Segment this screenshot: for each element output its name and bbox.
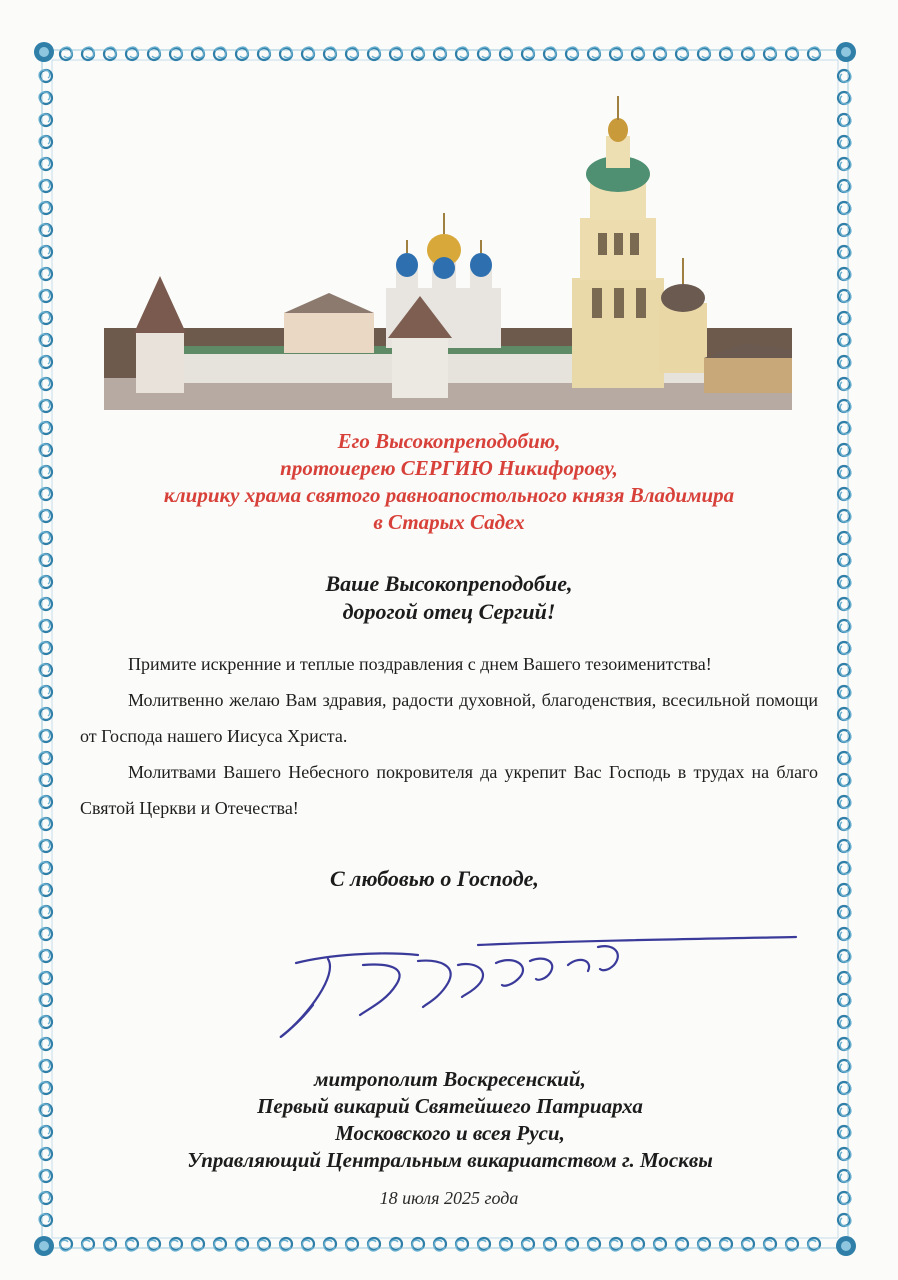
frame-curl <box>39 796 52 808</box>
frame-curl <box>39 158 52 170</box>
frame-curl <box>838 268 851 280</box>
frame-curl <box>838 1016 851 1028</box>
frame-curl <box>82 1238 94 1251</box>
frame-curl <box>390 1238 402 1251</box>
frame-curl <box>838 862 851 874</box>
frame-curl <box>522 47 534 60</box>
frame-curl <box>39 774 52 786</box>
body-paragraph-3 <box>80 754 818 826</box>
frame-curl <box>838 378 851 390</box>
frame-curl <box>39 994 52 1006</box>
frame-curl <box>39 1038 52 1050</box>
frame-curl <box>610 47 622 60</box>
frame-curl <box>786 1238 798 1251</box>
frame-curl <box>456 47 468 60</box>
frame-curl <box>838 664 851 676</box>
frame-curl <box>39 268 52 280</box>
frame-curl <box>566 47 578 60</box>
addressee-line-2: протоиерею СЕРГИЮ Никифорову, <box>280 456 618 480</box>
frame-curl <box>838 796 851 808</box>
frame-curl <box>39 1126 52 1138</box>
frame-curl <box>838 928 851 940</box>
frame-curl <box>838 290 851 302</box>
frame-curl <box>148 47 160 60</box>
frame-curl <box>838 70 851 82</box>
frame-curl <box>838 686 851 698</box>
frame-curl <box>838 730 851 742</box>
frame-curl <box>838 1104 851 1116</box>
sender-line-1: митрополит Воскресенский, <box>314 1067 586 1091</box>
frame-curl <box>258 47 270 60</box>
addressee-line-1: Его Высокопреподобию, <box>337 429 561 453</box>
frame-curl <box>214 47 226 60</box>
frame-curl <box>324 1238 336 1251</box>
frame-curl <box>39 224 52 236</box>
frame-curl <box>838 180 851 192</box>
frame-curl <box>39 114 52 126</box>
frame-curl <box>838 136 851 148</box>
frame-curl <box>838 158 851 170</box>
frame-curl <box>838 1214 851 1226</box>
frame-curl <box>838 334 851 346</box>
frame-curl <box>838 1038 851 1050</box>
frame-curl <box>676 1238 688 1251</box>
frame-curl <box>786 47 798 60</box>
frame-curl <box>838 1060 851 1072</box>
body-paragraph-2 <box>80 682 818 754</box>
frame-curl <box>838 950 851 962</box>
frame-curl <box>500 1238 512 1251</box>
closing-phrase: С любовью о Господе, <box>330 866 539 891</box>
frame-curl <box>838 202 851 214</box>
frame-curl <box>654 47 666 60</box>
frame-curl <box>720 47 732 60</box>
frame-curl <box>838 554 851 566</box>
sender-line-3: Московского и всея Руси, <box>335 1121 565 1145</box>
frame-curl <box>478 1238 490 1251</box>
frame-curl <box>302 1238 314 1251</box>
frame-curl <box>39 70 52 82</box>
frame-curl <box>838 1148 851 1160</box>
frame-curl <box>838 818 851 830</box>
frame-curl <box>838 356 851 368</box>
frame-curl <box>39 180 52 192</box>
frame-curl <box>192 1238 204 1251</box>
frame-curl <box>39 818 52 830</box>
frame-curl <box>456 1238 468 1251</box>
frame-curl <box>39 136 52 148</box>
frame-curl <box>838 1170 851 1182</box>
frame-curl <box>346 47 358 60</box>
sender-line-2: Первый викарий Святейшего Патриарха <box>257 1094 643 1118</box>
frame-curl <box>838 224 851 236</box>
frame-curl <box>39 290 52 302</box>
frame-curl <box>39 686 52 698</box>
frame-curl <box>192 47 204 60</box>
frame-curl <box>39 378 52 390</box>
frame-curl <box>60 1238 72 1251</box>
frame-curl <box>170 47 182 60</box>
frame-curl <box>720 1238 732 1251</box>
frame-curl <box>39 400 52 412</box>
frame-curl <box>104 1238 116 1251</box>
frame-curl <box>236 47 248 60</box>
frame-curl <box>39 730 52 742</box>
frame-curl <box>368 1238 380 1251</box>
frame-curl <box>676 47 688 60</box>
frame-curl <box>654 1238 666 1251</box>
frame-curl <box>39 92 52 104</box>
frame-curl <box>764 1238 776 1251</box>
handwritten-signature <box>268 925 808 1045</box>
frame-curl <box>368 47 380 60</box>
frame-curl <box>838 400 851 412</box>
body-paragraph-1 <box>80 646 818 682</box>
frame-curl <box>214 1238 226 1251</box>
frame-curl <box>39 1016 52 1028</box>
frame-curl <box>302 47 314 60</box>
frame-curl <box>39 906 52 918</box>
frame-curl <box>104 47 116 60</box>
sender-line-4: Управляющий Центральным викариатством г. Москвы <box>187 1148 713 1172</box>
frame-curl <box>838 246 851 258</box>
frame-curl <box>170 1238 182 1251</box>
frame-curl <box>838 994 851 1006</box>
frame-curl <box>39 554 52 566</box>
frame-curl <box>412 47 424 60</box>
frame-curl <box>838 92 851 104</box>
frame-curl <box>39 1214 52 1226</box>
frame-curl <box>39 642 52 654</box>
frame-curl <box>764 47 776 60</box>
frame-curl <box>39 664 52 676</box>
frame-curl <box>280 1238 292 1251</box>
frame-curl <box>838 1082 851 1094</box>
frame-curl <box>346 1238 358 1251</box>
frame-curl <box>500 47 512 60</box>
frame-curl <box>610 1238 622 1251</box>
monastery-panorama-image <box>104 88 792 410</box>
frame-curl <box>838 708 851 720</box>
frame-curl <box>324 47 336 60</box>
frame-curl <box>258 1238 270 1251</box>
frame-curl <box>838 774 851 786</box>
frame-curl <box>522 1238 534 1251</box>
frame-curl <box>838 884 851 896</box>
frame-curl <box>698 1238 710 1251</box>
frame-curl <box>148 1238 160 1251</box>
addressee-line-4: в Старых Садех <box>373 510 525 534</box>
frame-curl <box>39 202 52 214</box>
frame-curl <box>434 1238 446 1251</box>
greeting-line-1: Ваше Высокопреподобие, <box>325 571 573 596</box>
frame-curl <box>236 1238 248 1251</box>
frame-curl <box>838 972 851 984</box>
frame-curl <box>742 47 754 60</box>
body-paragraph-1-text: Примите искренние и теплые поздравления с днем Вашего тезоименитства! <box>128 654 712 674</box>
frame-curl <box>39 708 52 720</box>
frame-curl <box>39 246 52 258</box>
letter-date: 18 июля 2025 года <box>379 1188 519 1208</box>
frame-curl <box>39 862 52 874</box>
frame-curl <box>60 47 72 60</box>
body-paragraph-3-text: Молитвами Вашего Небесного покровителя да укрепит Вас Господь в трудах на благо Святой Церкви и Отечества! <box>80 762 818 818</box>
frame-curl <box>39 1082 52 1094</box>
frame-curl <box>742 1238 754 1251</box>
frame-curl <box>39 1170 52 1182</box>
frame-curl <box>544 1238 556 1251</box>
frame-curl <box>39 950 52 962</box>
frame-curl <box>39 928 52 940</box>
frame-curl <box>434 47 446 60</box>
frame-curl <box>39 356 52 368</box>
frame-curl <box>838 1126 851 1138</box>
frame-curl <box>390 47 402 60</box>
frame-curl <box>126 1238 138 1251</box>
frame-curl <box>126 47 138 60</box>
frame-curl <box>588 1238 600 1251</box>
frame-curl <box>478 47 490 60</box>
frame-curl <box>39 972 52 984</box>
frame-curl <box>39 752 52 764</box>
frame-curl <box>838 114 851 126</box>
frame-curl <box>632 1238 644 1251</box>
body-paragraph-2-text: Молитвенно желаю Вам здравия, радости духовной, благоденствия, всесильной помощи от Господа нашего Иисуса Христа. <box>80 690 818 746</box>
greeting-line-2: дорогой отец Сергий! <box>342 599 556 624</box>
frame-curl <box>412 1238 424 1251</box>
frame-curl <box>588 47 600 60</box>
frame-curl <box>280 47 292 60</box>
frame-curl <box>39 840 52 852</box>
frame-curl <box>39 884 52 896</box>
frame-curl <box>838 312 851 324</box>
addressee-line-3: клирику храма святого равноапостольного князя Владимира <box>163 483 735 507</box>
frame-curl <box>82 47 94 60</box>
frame-curl <box>39 1148 52 1160</box>
frame-curl <box>808 1238 820 1251</box>
frame-curl <box>838 840 851 852</box>
frame-curl <box>838 752 851 764</box>
frame-curl <box>698 47 710 60</box>
frame-curl <box>838 642 851 654</box>
frame-curl <box>39 334 52 346</box>
frame-curl <box>39 1060 52 1072</box>
frame-curl <box>39 312 52 324</box>
frame-curl <box>39 1104 52 1116</box>
frame-curl <box>544 47 556 60</box>
frame-curl <box>632 47 644 60</box>
frame-curl <box>808 47 820 60</box>
frame-curl <box>566 1238 578 1251</box>
frame-curl <box>838 906 851 918</box>
